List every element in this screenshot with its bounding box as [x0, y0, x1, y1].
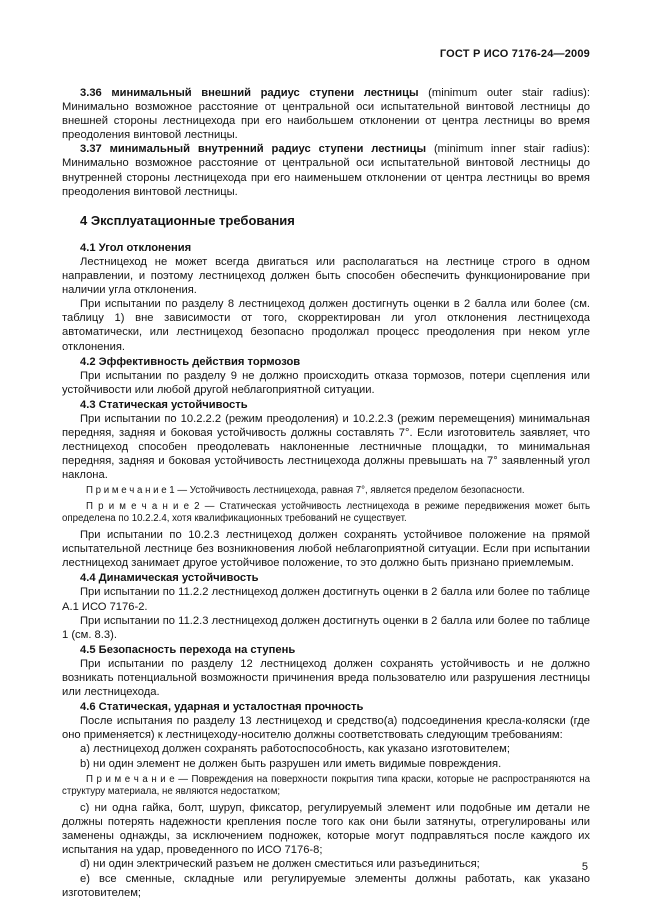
- section-4-3-note-1: П р и м е ч а н и е 1 — Устойчивость лестницехода, равная 7°, является пределом безопасности.: [86, 485, 525, 497]
- section-4-6-title: 4.6 Статическая, ударная и усталостная прочность: [80, 701, 364, 714]
- term-3-37-title: 3.37 минимальный внутренний радиус ступени лестницы: [80, 143, 427, 156]
- section-4-1-title: 4.1 Угол отклонения: [80, 241, 192, 254]
- section-4-4-paragraph-1: При испытании по 11.2.2 лестницеход должен достигнуть оценки в 2 балла или более по таблице А.1 ИСО 7176-2.: [62, 586, 590, 613]
- page-number: 5: [581, 861, 588, 873]
- doc-header: [62, 48, 590, 60]
- doc-body: [62, 86, 590, 900]
- section-4-2-title: 4.2 Эффективность действия тормозов: [80, 355, 301, 368]
- term-3-36-definition: (minimum outer stair radius): Минимально возможное расстояние от центральной оси испытательной винтовой лестницы до внешней стороны лестницехода при его наибольшем отклонении от центра лестницы во время преодоления винтовой лестницы.: [62, 87, 590, 142]
- term-3-36: [62, 86, 590, 142]
- section-4-1-paragraph-2: При испытании по разделу 8 лестницеход должен достигнуть оценки в 2 балла или более (см. таблицу 1) вне зависимости от того, скорректирован ли угол отклонения лестницехода автоматически, или лестницеход безопасно продолжал процесс преодоления при неком угле отклонения.: [62, 298, 590, 353]
- section-4-3-paragraph-1: При испытании по 10.2.2.2 (режим преодоления) и 10.2.2.3 (режим перемещения) минимальная передняя, задняя и боковая устойчивость должны составлять 7°. Если изготовитель заявляет, что лестницеход способен преодолевать наклоненные лестничные площадки, то минимальная передняя, задняя и боковая устойчивость лестницехода должны превышать на 7° заявленный угол наклона.: [62, 412, 590, 482]
- section-4-3-note-2: П р и м е ч а н и е 2 — Статическая устойчивость лестницехода в режиме передвижения может быть определена по 10.2.2.4, хотя квалификационных требований не существует.: [62, 500, 590, 524]
- section-4-6-list-item-d: d) ни один электрический разъем не должен сместиться или разъединиться;: [80, 858, 480, 871]
- section-4-title: 4 Эксплуатационные требования: [80, 212, 295, 228]
- section-4-1-paragraph-1: Лестницеход не может всегда двигаться или располагаться на лестнице строго в одном направлении, и поэтому лестницеход должен быть способен обеспечить функционирование при наличии угла отклонения.: [62, 255, 590, 297]
- section-4-4-paragraph-2: При испытании по 11.2.3 лестницеход должен достигнуть оценки в 2 балла или более по таблице 1 (см. 8.3).: [62, 614, 590, 641]
- term-3-36-title: 3.36 минимальный внешний радиус ступени лестницы: [80, 87, 419, 99]
- section-4-5-title: 4.5 Безопасность перехода на ступень: [80, 643, 296, 656]
- doc-number: ГОСТ Р ИСО 7176-24—2009: [439, 48, 590, 60]
- section-4-6-list-item-c: c) ни одна гайка, болт, шуруп, фиксатор, регулируемый элемент или подобные им детали не должны потерять надежности крепления после того как они были затянуты, отрегулированы или заменены однажды, за исключением подножек, которые могут подправляться после каждого их испытания на удар, проведенного по ИСО 7176-8;: [62, 802, 590, 857]
- section-4-3-paragraph-2: При испытании по 10.2.3 лестницеход должен сохранять устойчивое положение на прямой испытательной лестнице без возникновения любой неблагоприятной ситуации. Если при испытании лестницеход занимает другое устойчивое положение, то это должно быть признано приемлемым.: [62, 529, 590, 570]
- section-4-6-paragraph-1: После испытания по разделу 13 лестницеход и средство(а) подсоединения кресла-коляски (где оно применяется) к лестницеходу-носителю должны соответствовать следующим требованиям:: [62, 715, 590, 742]
- section-4-2-paragraph-1: При испытании по разделу 9 не должно происходить отказа тормозов, потери сцепления или устойчивости или любой другой неблагоприятной ситуации.: [62, 369, 590, 396]
- section-4-4-title: 4.4 Динамическая устойчивость: [80, 572, 259, 585]
- term-3-37: [62, 142, 590, 198]
- section-4-6-note: П р и м е ч а н и е — Повреждения на поверхности покрытия типа краски, которые не распространяются на структуру материала, не являются недостатком;: [62, 773, 590, 797]
- section-4-5-paragraph-1: При испытании по разделу 12 лестницеход должен сохранять устойчивость и не должно возникать потенциальной возможности причинения вреда пользователю или разрушения лестницы или лестницехода.: [62, 657, 590, 699]
- section-4-3-title: 4.3 Статическая устойчивость: [80, 398, 248, 411]
- section-4-6-list-item-a: a) лестницеход должен сохранять работоспособность, как указано изготовителем;: [80, 743, 510, 756]
- section-4-6-list-item-b: b) ни один элемент не должен быть разрушен или иметь видимые повреждения.: [80, 757, 502, 770]
- section-4-6-list-item-e: e) все сменные, складные или регулируемые элементы должны работать, как указано изготовителем;: [62, 872, 590, 899]
- term-3-37-definition: (minimum inner stair radius): Минимально возможное расстояние от центральной оси испытательной винтовой лестницы до внутренней стороны лестницехода при его наименьшем отклонении от центра лестницы во время преодоления винтовой лестницы.: [62, 143, 590, 198]
